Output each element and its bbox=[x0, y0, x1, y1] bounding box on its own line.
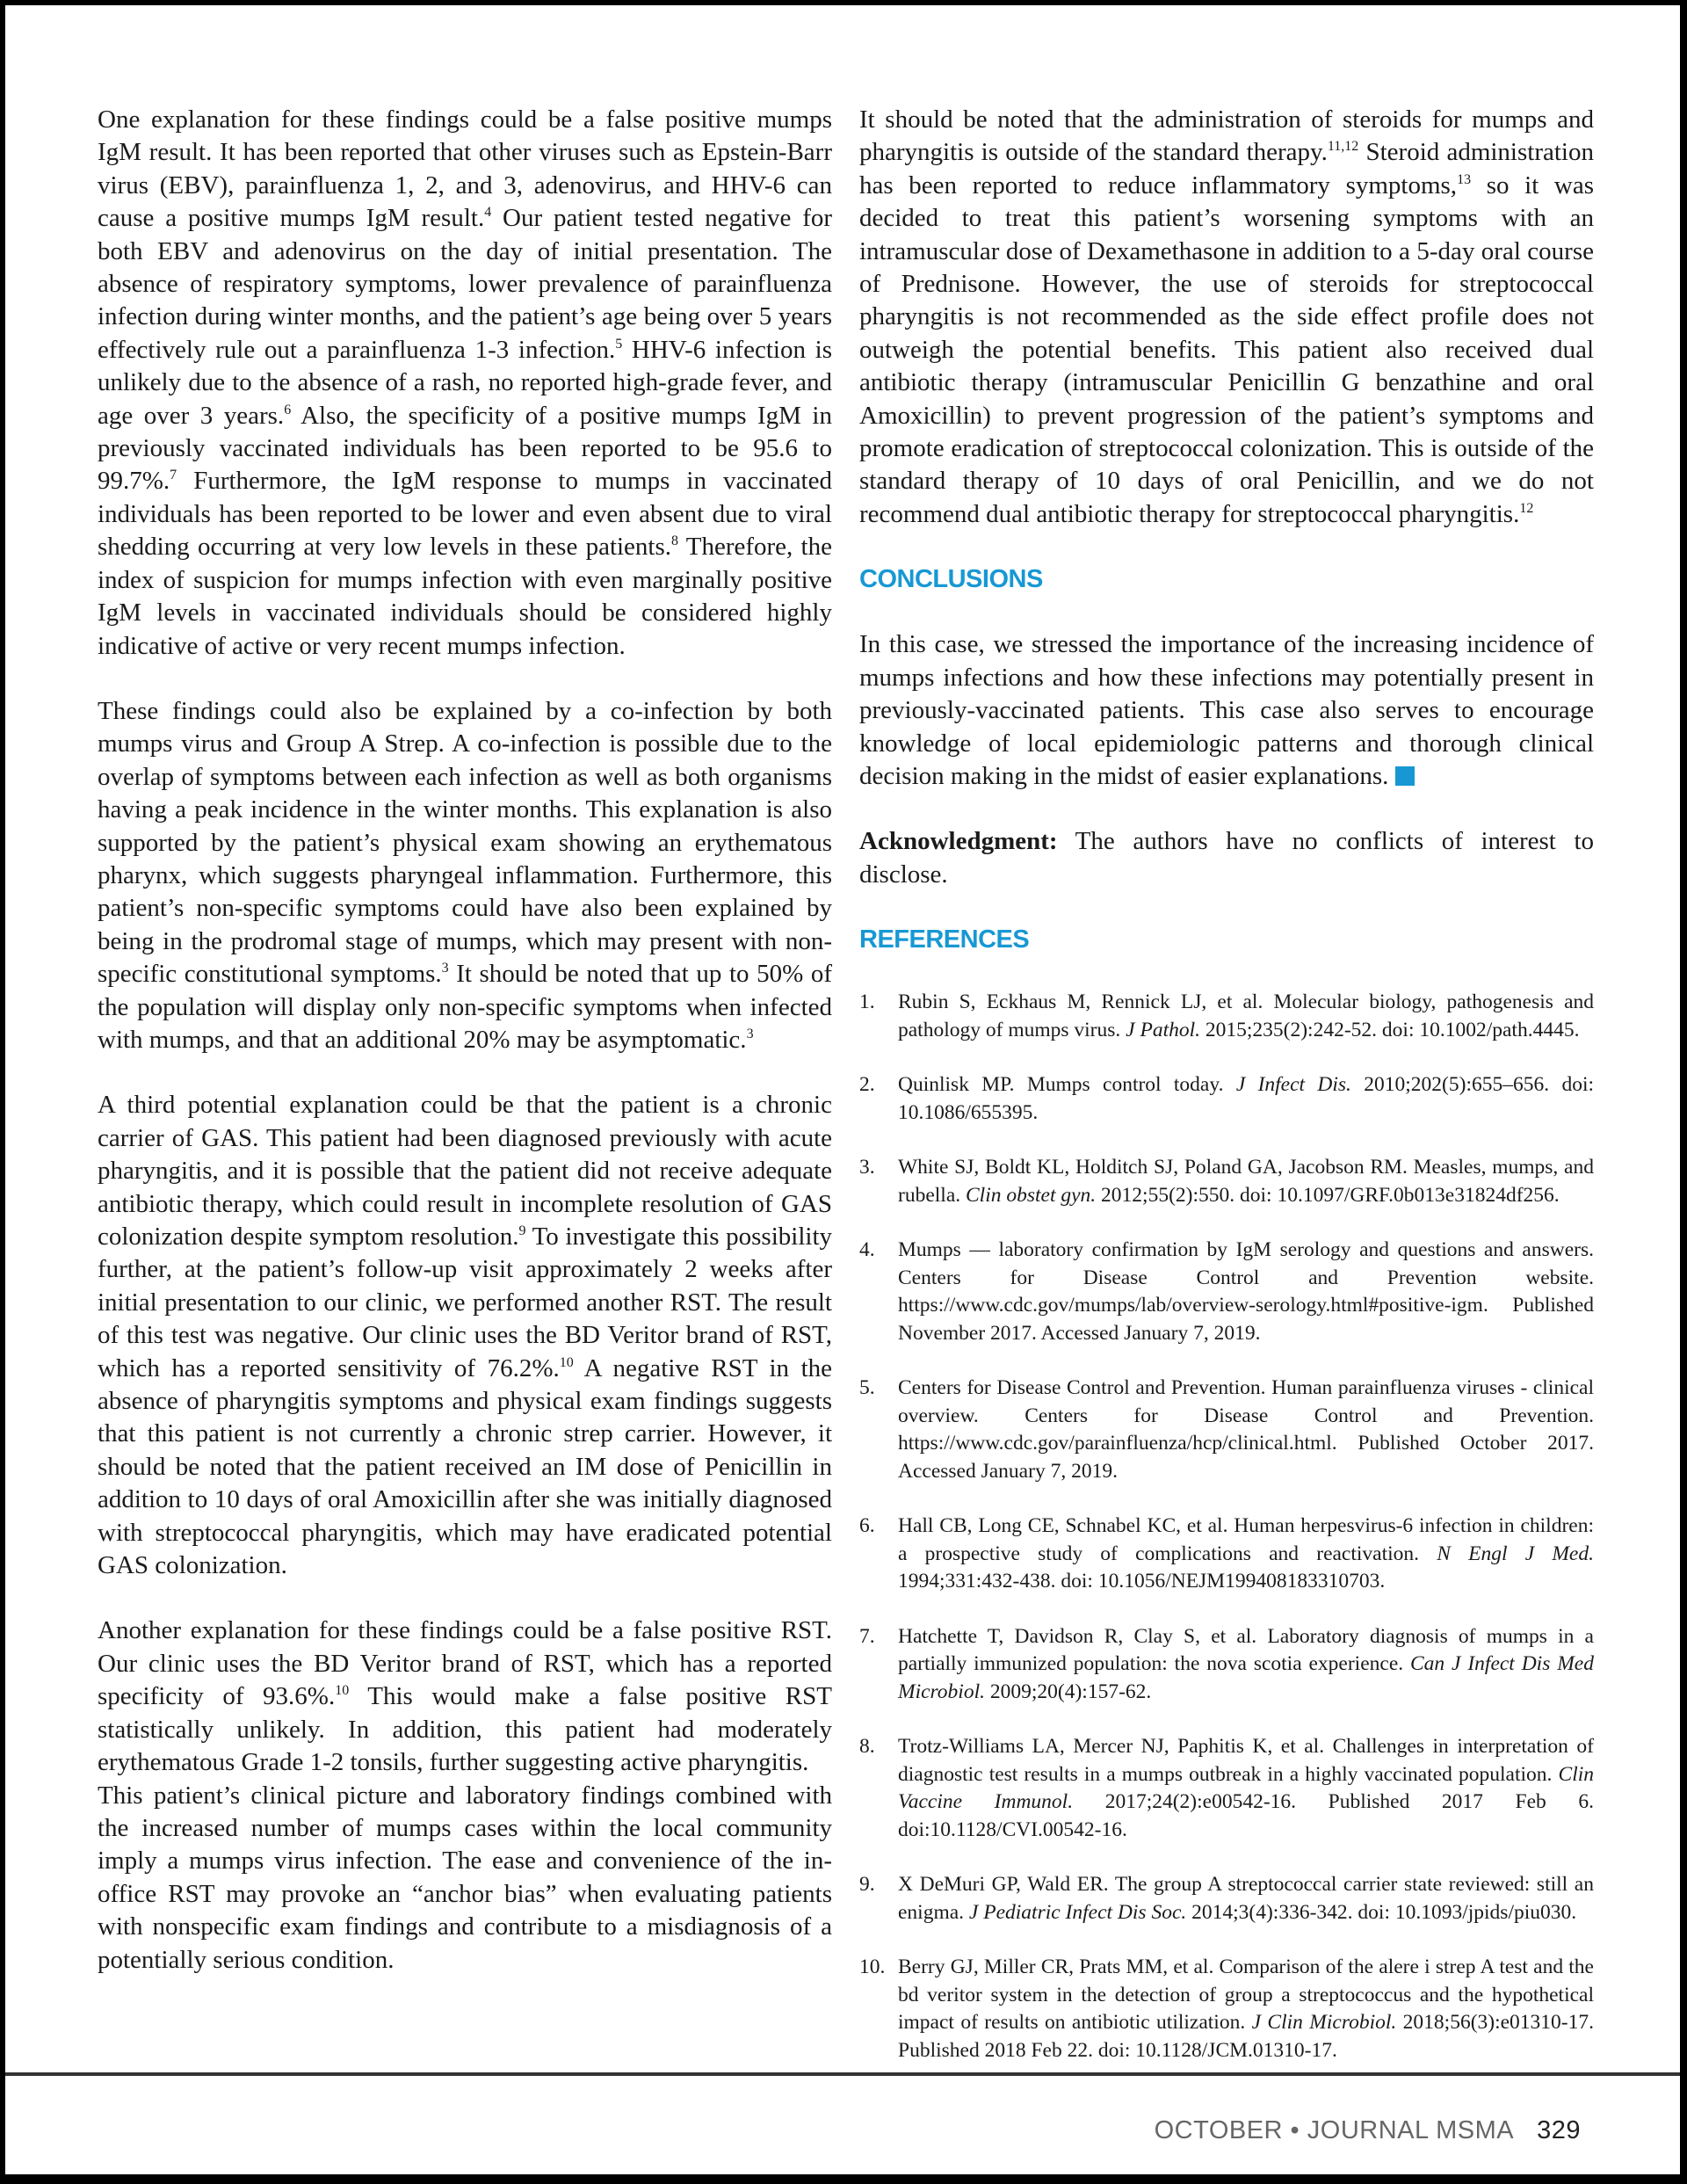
text-run: Furthermore, the IgM response to mumps in vaccinated individuals has been reported to be lower and even absent due to viral shedding occurring at very low levels in these patients. bbox=[98, 467, 832, 562]
body-paragraph bbox=[98, 695, 832, 1056]
text-run: 2017;24(2):e00542-16. Published 2017 Feb 6. doi:10.1128/CVI.00542-16. bbox=[898, 1790, 1594, 1841]
body-paragraph bbox=[98, 1780, 832, 1977]
text-run: Hatchette T, Davidson R, Clay S, et al. Laboratory diagnosis of mumps in a partially immunized population: the nova scotia experience. bbox=[898, 1624, 1594, 1676]
text-run: X DeMuri GP, Wald ER. The group A streptococcal carrier state reviewed: still an enigma. bbox=[898, 1873, 1594, 1924]
journal-title: J Infect Dis. bbox=[1235, 1073, 1351, 1097]
page-footer bbox=[1155, 2116, 1581, 2145]
text-run: These findings could also be explained by a co-infection by both mumps virus and Group A Strep. A co-infection is possible due to the overlap of symptoms between each infection as well as both organisms having a peak incidence in the winter months. This explanation is also supported by the patient’s physical exam showing an erythematous pharynx, which suggests pharyngeal inflammation. Furthermore, this patient’s non-specific symptoms could have also been explained by being in the prodromal stage of mumps, which may present with non-specific constitutional symptoms. bbox=[98, 696, 832, 989]
steroid-paragraph bbox=[859, 104, 1594, 531]
reference-text bbox=[898, 1071, 1594, 1127]
journal-title: J Clin Microbiol. bbox=[1251, 2011, 1397, 2035]
left-column bbox=[98, 104, 832, 2009]
text-run: Trotz-Williams LA, Mercer NJ, Paphitis K, et al. Challenges in interpretation of diagnostic test results in a mumps outbreak in a highly vaccinated population. bbox=[898, 1735, 1594, 1786]
text-run: Berry GJ, Miller CR, Prats MM, et al. Comparison of the alere i strep A test and the bd veritor system in the detection of group a streptococcus and the hypothetical impact of results on antibiotic utilization. bbox=[898, 1955, 1594, 2035]
text-run: Rubin S, Eckhaus M, Rennick LJ, et al. Molecular biology, pathogenesis and pathology of mumps virus. bbox=[898, 990, 1594, 1041]
citation-superscript: 8 bbox=[671, 533, 679, 549]
text-run: A third potential explanation could be that the patient is a chronic carrier of GAS. This patient had been diagnosed previously with acute pharyngitis, and it is possible that the patient did not receive adequate antibiotic therapy, which could result in incomplete resolution of GAS colonization despite symptom resolution. bbox=[98, 1091, 832, 1251]
reference-text bbox=[898, 1513, 1594, 1596]
reference-text bbox=[898, 1871, 1594, 1926]
journal-title: J Pathol. bbox=[1126, 1018, 1200, 1041]
text-run: 2015;235(2):242-52. doi: 10.1002/path.4445. bbox=[1200, 1018, 1580, 1041]
conclusions-paragraph bbox=[859, 628, 1594, 793]
citation-superscript: 13 bbox=[1457, 171, 1472, 187]
reference-number: 1. bbox=[859, 990, 875, 1014]
text-run: Mumps — laboratory confirmation by IgM serology and questions and answers. Centers for Disease Control and Prevention website. https://www.cdc.gov/mumps/lab/overview-serology.html#positive-igm. Published November 2017. Accessed January 7, 2019. bbox=[898, 1238, 1594, 1345]
reference-text bbox=[898, 1733, 1594, 1844]
text-run: White SJ, Boldt KL, Holditch SJ, Poland GA, Jacobson RM. Measles, mumps, and rubella. bbox=[898, 1156, 1594, 1207]
citation-superscript: 3 bbox=[441, 961, 449, 976]
journal-title: Clin Vaccine Immunol. bbox=[898, 1762, 1594, 1814]
body-paragraph bbox=[98, 1089, 832, 1582]
reference-item bbox=[859, 1623, 1594, 1707]
reference-text bbox=[898, 1237, 1594, 1347]
journal-title: J Pediatric Infect Dis Soc. bbox=[968, 1900, 1187, 1924]
text-run: Therefore, the index of suspicion for mumps infection with even marginally positive IgM levels in vaccinated individuals should be considered highly indicative of active or very recent mumps infection. bbox=[98, 533, 832, 660]
body-paragraph bbox=[98, 1614, 832, 1779]
text-run: 2009;20(4):157-62. bbox=[985, 1680, 1152, 1703]
reference-text bbox=[898, 1375, 1594, 1485]
reference-item bbox=[859, 1237, 1594, 1347]
text-run: Steroid administration has been reported to reduce inflammatory symptoms, bbox=[859, 138, 1594, 200]
text-run: Also, the specificity of a positive mumps IgM in previously vaccinated individuals has been reported to be 95.6 to 99.7%. bbox=[98, 401, 832, 496]
text-run: so it was decided to treat this patient’s worsening symptoms with an intramuscular dose of Dexamethasone in addition to a 5-day oral course of Prednisone. However, the use of steroids for streptococcal pharyngitis is not recommended as the side effect profile does not outweigh the potential benefits. This patient also received dual antibiotic therapy (intramuscular Penicillin G benzathine and oral Amoxicillin) to prevent progression of the patient’s symptoms and promote eradication of streptococcal colonization. This is outside of the standard therapy of 10 days of oral Penicillin, and we do not recommend dual antibiotic therapy for streptococcal pharyngitis. bbox=[859, 171, 1595, 528]
references-heading: REFERENCES bbox=[859, 925, 1030, 954]
citation-superscript: 6 bbox=[284, 402, 292, 417]
text-run: Centers for Disease Control and Prevention. Human parainfluenza viruses - clinical overview. Centers for Disease Control and Prevention. https://www.cdc.gov/parainfluenza/hcp/clinical.html. Published October 2017. Accessed January 7, 2019. bbox=[898, 1376, 1594, 1483]
reference-number: 3. bbox=[859, 1156, 875, 1179]
journal-title: Can J Infect Dis Med Microbiol. bbox=[898, 1652, 1594, 1703]
reference-number: 2. bbox=[859, 1073, 875, 1097]
reference-number: 10. bbox=[859, 1955, 886, 1979]
journal-title: N Engl J Med. bbox=[1437, 1542, 1594, 1565]
text-run: 1994;331:432-438. doi: 10.1056/NEJM199408183310703. bbox=[898, 1570, 1386, 1593]
reference-list bbox=[859, 989, 1594, 2064]
text-run: Another explanation for these findings could be a false positive RST. Our clinic uses the BD Veritor brand of RST, which has a reported specificity of 93.6%. bbox=[98, 1616, 832, 1711]
reference-text bbox=[898, 1154, 1594, 1209]
reference-number: 9. bbox=[859, 1873, 875, 1897]
footer-divider bbox=[5, 2072, 1680, 2076]
reference-item bbox=[859, 1375, 1594, 1485]
reference-number: 7. bbox=[859, 1624, 875, 1648]
text-run: 2014;3(4):336-342. doi: 10.1093/jpids/piu030. bbox=[1186, 1900, 1577, 1924]
page-number: 329 bbox=[1537, 2116, 1581, 2144]
citation-superscript: 11,12 bbox=[1327, 139, 1359, 155]
reference-item bbox=[859, 1071, 1594, 1127]
reference-item bbox=[859, 1513, 1594, 1596]
journal-title: Clin obstet gyn. bbox=[966, 1183, 1097, 1207]
reference-item bbox=[859, 1871, 1594, 1926]
text-run: It should be noted that the administration of steroids for mumps and pharyngitis is outside of the standard therapy. bbox=[859, 105, 1594, 167]
conclusions-text bbox=[859, 630, 1594, 790]
citation-superscript: 7 bbox=[170, 468, 177, 483]
citation-superscript: 12 bbox=[1519, 500, 1534, 516]
text-run: It should be noted that up to 50% of the population will display only non-specific symptoms when infected with mumps, and that an additional 20% may be asymptomatic. bbox=[98, 960, 832, 1054]
journal-name: OCTOBER • JOURNAL MSMA bbox=[1154, 2116, 1515, 2144]
reference-number: 6. bbox=[859, 1514, 875, 1538]
citation-superscript: 10 bbox=[559, 1354, 574, 1370]
text-run: One explanation for these findings could be a false positive mumps IgM result. It has been reported that other viruses such as Epstein-Barr virus (EBV), parainfluenza 1, 2, and 3, adenovirus, and HHV-6 can cause a positive mumps IgM result. bbox=[98, 105, 832, 233]
text-run: This patient’s clinical picture and laboratory findings combined with the increased number of mumps cases within the local community imply a mumps virus infection. The ease and convenience of the in-office RST may provoke an “anchor bias” when evaluating patients with nonspecific exam findings and contribute to a misdiagnosis of a potentially serious condition. bbox=[98, 1781, 832, 1974]
text-run: Our patient tested negative for both EBV and adenovirus on the day of initial presentation. The absence of respiratory symptoms, lower prevalence of parainfluenza infection during winter months, and the patient’s age being over 5 years effectively rule out a parainfluenza 1-3 infection. bbox=[98, 204, 833, 364]
acknowledgment-paragraph bbox=[859, 825, 1594, 891]
text-run: Quinlisk MP. Mumps control today. bbox=[898, 1073, 1236, 1097]
reference-text bbox=[898, 989, 1594, 1044]
bold-label: Acknowledgment: bbox=[859, 827, 1058, 856]
text-run: 2018;56(3):e01310-17. Published 2018 Feb 22. doi: 10.1128/JCM.01310-17. bbox=[898, 2011, 1595, 2062]
body-paragraph bbox=[98, 104, 832, 663]
reference-item bbox=[859, 1733, 1594, 1844]
reference-number: 8. bbox=[859, 1735, 875, 1759]
citation-superscript: 10 bbox=[335, 1683, 350, 1699]
reference-item bbox=[859, 1954, 1594, 2064]
text-run: 2010;202(5):655–656. doi: 10.1086/655395. bbox=[898, 1073, 1594, 1124]
reference-item bbox=[859, 989, 1594, 1044]
text-run: To investigate this possibility further, at the patient’s follow-up visit approximately 2 weeks after initial presentation to our clinic, we performed another RST. The result of this test was negative. Our clinic uses the BD Veritor brand of RST, which has a reported sensitivity of 76.2%. bbox=[98, 1223, 832, 1382]
text-run: Hall CB, Long CE, Schnabel KC, et al. Human herpesvirus-6 infection in children: a prospective study of complications and reactivation. bbox=[898, 1514, 1594, 1565]
text-run: HHV-6 infection is unlikely due to the absence of a rash, no reported high-grade fever, and age over 3 years. bbox=[98, 335, 832, 430]
reference-text bbox=[898, 1954, 1594, 2064]
text-run: A negative RST in the absence of pharyngitis symptoms and physical exam findings suggests that this patient is not currently a chronic strep carrier. However, it should be noted that the patient received an IM dose of Penicillin in addition to 10 days of oral Amoxicillin after she was initially diagnosed with streptococcal pharyngitis, which may have eradicated potential GAS colonization. bbox=[98, 1353, 832, 1580]
reference-number: 5. bbox=[859, 1376, 875, 1400]
citation-superscript: 5 bbox=[615, 336, 623, 352]
reference-item bbox=[859, 1154, 1594, 1209]
journal-page bbox=[5, 5, 1680, 2174]
conclusions-heading: CONCLUSIONS bbox=[859, 565, 1043, 594]
text-run: This would make a false positive RST statistically unlikely. In addition, this patient had moderately erythematous Grade 1-2 tonsils, further suggesting active pharyngitis. bbox=[98, 1682, 832, 1777]
reference-text bbox=[898, 1623, 1594, 1707]
citation-superscript: 4 bbox=[484, 205, 492, 221]
citation-superscript: 3 bbox=[746, 1026, 754, 1041]
text-run: 2012;55(2):550. doi: 10.1097/GRF.0b013e31824df256. bbox=[1096, 1183, 1560, 1207]
text-run: The authors have no conflicts of interest to disclose. bbox=[859, 827, 1594, 889]
end-mark-square-icon bbox=[1395, 766, 1415, 786]
reference-number: 4. bbox=[859, 1238, 875, 1262]
citation-superscript: 9 bbox=[518, 1223, 526, 1238]
right-column bbox=[859, 104, 1594, 2092]
text-run: In this case, we stressed the importance of the increasing incidence of mumps infections and how these infections may potentially present in previously-vaccinated patients. This case also serves to encourage knowledge of local epidemiologic patterns and thorough clinical decision making in the midst of easier explanations. bbox=[859, 630, 1594, 790]
